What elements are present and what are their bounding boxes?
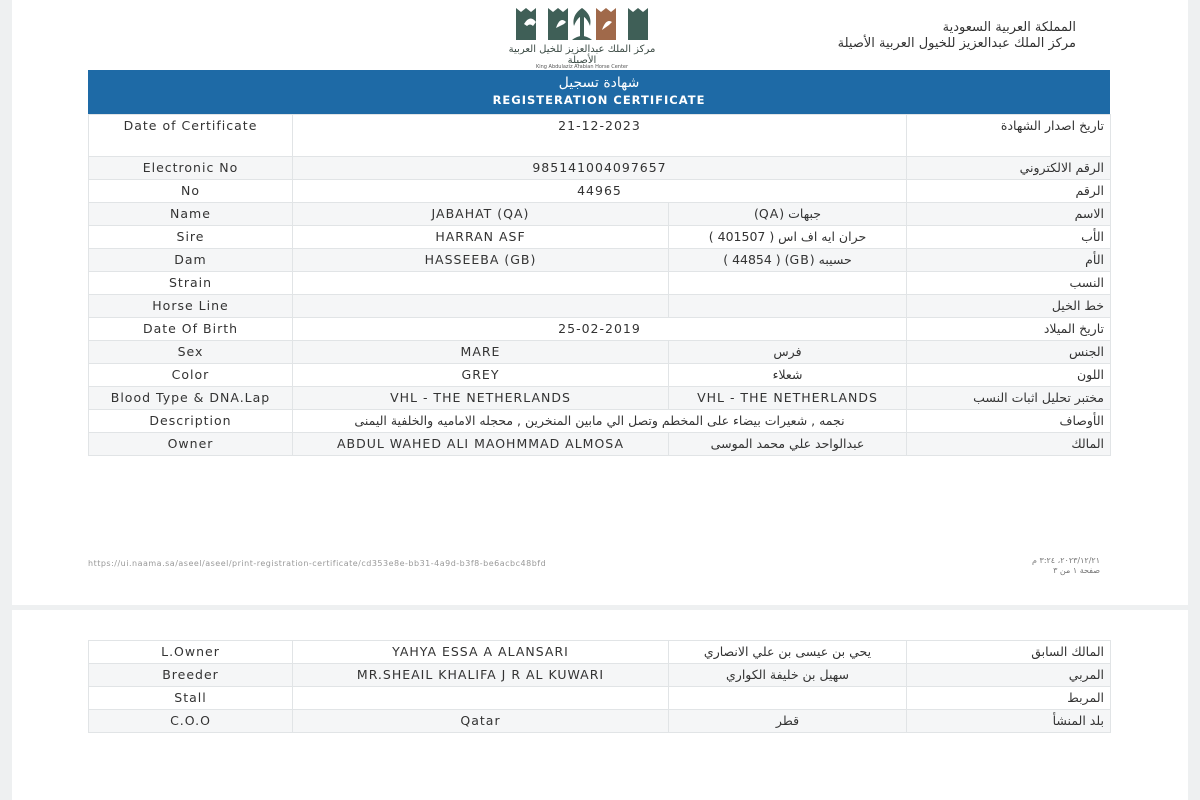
table-row <box>89 687 1111 710</box>
table-row <box>89 710 1111 733</box>
table-row <box>89 203 1111 226</box>
row-label-en: Owner <box>89 433 293 456</box>
logo-arabic-text: مركز الملك عبدالعزيز للخيل العربية الأصيلة <box>508 44 656 66</box>
logo-english-text: King Abdulaziz Arabian Horse Center <box>535 64 629 70</box>
row-label-ar: الاسم <box>907 203 1111 226</box>
row-value-ar: جبهات (QA) <box>669 203 907 226</box>
certificate-page-2 <box>12 610 1188 800</box>
row-label-en: Breeder <box>89 664 293 687</box>
row-value: 985141004097657 <box>293 157 907 180</box>
row-label-ar: مختبر تحليل اثبات النسب <box>907 387 1111 410</box>
header-line-2: مركز الملك عبدالعزيز للخيول العربية الأصيلة <box>837 36 1076 51</box>
row-label-ar: الرقم <box>907 180 1111 203</box>
row-label-en: Name <box>89 203 293 226</box>
row-value-ar <box>669 272 907 295</box>
row-label-ar: تاريخ الميلاد <box>907 318 1111 341</box>
table-row <box>89 272 1111 295</box>
row-value-ar: شعلاء <box>669 364 907 387</box>
header-arabic-text <box>838 20 1076 52</box>
row-value-en: JABAHAT (QA) <box>293 203 669 226</box>
row-label-en: Description <box>89 410 293 433</box>
row-value-en: MR.SHEAIL KHALIFA J R AL KUWARI <box>293 664 669 687</box>
row-label-en: Stall <box>89 687 293 710</box>
row-label-en: No <box>89 180 293 203</box>
row-label-ar: الأب <box>907 226 1111 249</box>
row-label-en: Blood Type & DNA.Lap <box>89 387 293 410</box>
row-label-ar: النسب <box>907 272 1111 295</box>
row-label-en: Dam <box>89 249 293 272</box>
table-row <box>89 641 1111 664</box>
row-label-ar: المربي <box>907 664 1111 687</box>
row-label-ar: المالك السابق <box>907 641 1111 664</box>
row-value-en <box>293 295 669 318</box>
row-label-ar: اللون <box>907 364 1111 387</box>
row-value-ar: حران ايه اف اس ( 401507 ) <box>669 226 907 249</box>
row-value-en <box>293 687 669 710</box>
footer-date <box>1032 556 1100 576</box>
row-label-en: Date Of Birth <box>89 318 293 341</box>
row-value: 25-02-2019 <box>293 318 907 341</box>
table-row <box>89 433 1111 456</box>
row-label-ar: الأم <box>907 249 1111 272</box>
table-row <box>89 180 1111 203</box>
row-label-en: Sex <box>89 341 293 364</box>
row-value-en: YAHYA ESSA A ALANSARI <box>293 641 669 664</box>
certificate-table <box>88 114 1111 456</box>
row-value-en: ABDUL WAHED ALI MAOHMMAD ALMOSA <box>293 433 669 456</box>
row-label-ar: المربط <box>907 687 1111 710</box>
row-value: 21-12-2023 <box>293 115 907 157</box>
row-label-ar: بلد المنشأ <box>907 710 1111 733</box>
row-value-ar <box>669 687 907 710</box>
logo <box>502 2 662 70</box>
table-row <box>89 387 1111 410</box>
header-line-1: المملكة العربية السعودية <box>942 20 1076 35</box>
row-value-ar: سهيل بن خليفة الكواري <box>669 664 907 687</box>
table-row <box>89 318 1111 341</box>
table-row <box>89 115 1111 157</box>
footer-page-text: صفحة ١ من ٣ <box>1053 566 1100 575</box>
footer-date-text: ٢٠٢٣/١٢/٢١، ٣:٢٤ م <box>1032 556 1100 565</box>
row-label-en: L.Owner <box>89 641 293 664</box>
row-label-ar: الجنس <box>907 341 1111 364</box>
table-row <box>89 295 1111 318</box>
row-value-ar: عبدالواحد علي محمد الموسى <box>669 433 907 456</box>
certificate-banner <box>88 70 1110 114</box>
certificate-table-continued <box>88 640 1111 733</box>
row-value-ar: يحي بن عيسى بن علي الانصاري <box>669 641 907 664</box>
row-value-en: HARRAN ASF <box>293 226 669 249</box>
row-label-en: Date of Certificate <box>89 115 293 157</box>
row-value-en: Qatar <box>293 710 669 733</box>
row-value-ar: نجمه , شعيرات بيضاء على المخطم وتصل الي مابين المنخرين , محجله الاماميه والخلفية اليمنى <box>293 410 907 433</box>
banner-title-english: REGISTERATION CERTIFICATE <box>492 93 706 107</box>
row-label-en: Electronic No <box>89 157 293 180</box>
certificate-page-1 <box>12 0 1188 605</box>
row-value-en <box>293 272 669 295</box>
logo-emblem-icon <box>502 2 662 44</box>
table-row <box>89 364 1111 387</box>
row-label-ar: خط الخيل <box>907 295 1111 318</box>
row-value-ar: حسيبه (GB) ( 44854 ) <box>669 249 907 272</box>
row-value-en: VHL - THE NETHERLANDS <box>293 387 669 410</box>
row-value-ar: VHL - THE NETHERLANDS <box>669 387 907 410</box>
row-label-en: Sire <box>89 226 293 249</box>
row-label-en: Color <box>89 364 293 387</box>
row-label-ar: تاريخ اصدار الشهادة <box>907 115 1111 157</box>
row-value-en: MARE <box>293 341 669 364</box>
table-row <box>89 249 1111 272</box>
row-value-ar: فرس <box>669 341 907 364</box>
row-label-ar: المالك <box>907 433 1111 456</box>
row-label-ar: الأوصاف <box>907 410 1111 433</box>
row-label-en: C.O.O <box>89 710 293 733</box>
row-value-ar: قطر <box>669 710 907 733</box>
table-row <box>89 341 1111 364</box>
row-value-en: GREY <box>293 364 669 387</box>
banner-title-arabic: شهادة تسجيل <box>558 75 640 91</box>
row-label-ar: الرقم الالكتروني <box>907 157 1111 180</box>
table-row <box>89 226 1111 249</box>
row-value: 44965 <box>293 180 907 203</box>
table-row <box>89 157 1111 180</box>
row-value-ar <box>669 295 907 318</box>
row-value-en: HASSEEBA (GB) <box>293 249 669 272</box>
row-label-en: Strain <box>89 272 293 295</box>
table-row <box>89 410 1111 433</box>
table-row <box>89 664 1111 687</box>
row-label-en: Horse Line <box>89 295 293 318</box>
footer-url: https://ui.naama.sa/aseel/aseel/print-registration-certificate/cd353e8e-bb31-4a9d-b3f8-be6acbc48bfd <box>88 559 547 568</box>
